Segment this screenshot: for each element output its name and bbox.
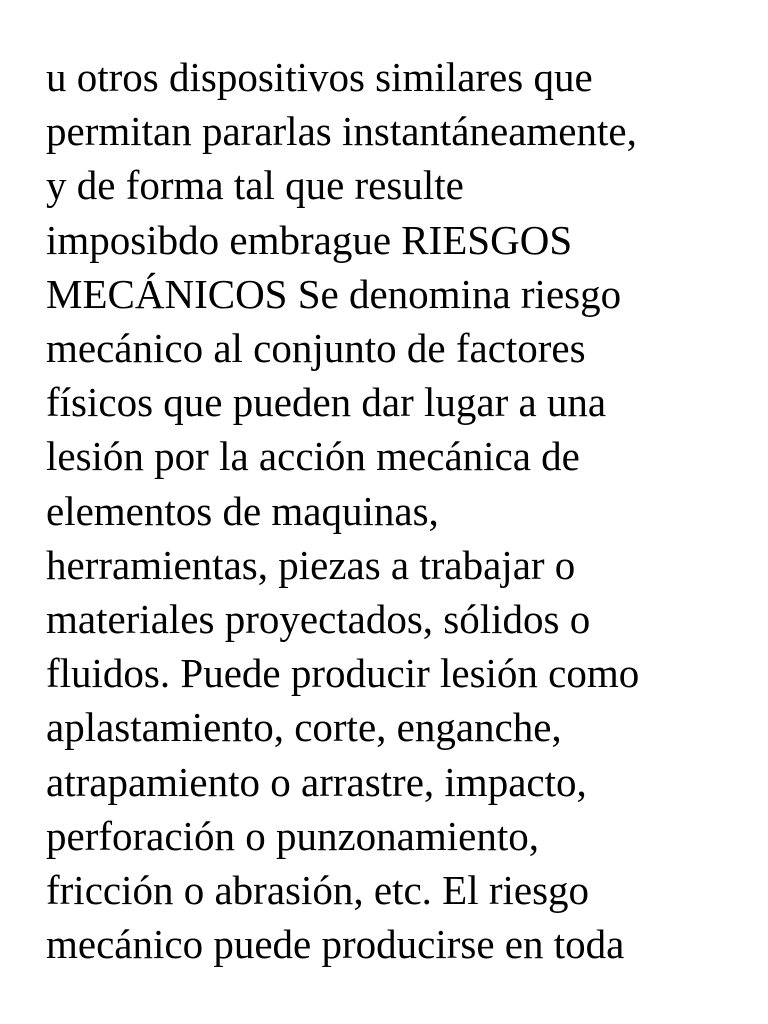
text-line: mecánico al conjunto de factores xyxy=(46,325,586,372)
text-line: y de forma tal que resulte xyxy=(46,162,464,209)
text-line: aplastamiento, corte, enganche, xyxy=(46,704,562,751)
text-line: atrapamiento o arrastre, impacto, xyxy=(46,758,587,805)
text-line: físicos que pueden dar lugar a una xyxy=(46,379,607,426)
text-line: fluidos. Puede producir lesión como xyxy=(46,650,640,697)
text-line: mecánico puede producirse en toda xyxy=(46,921,625,968)
text-line: herramientas, piezas a trabajar o xyxy=(46,541,576,588)
text-line: lesión por la acción mecánica de xyxy=(46,433,580,480)
text-line: perforación o punzonamiento, xyxy=(46,812,539,859)
text-line: imposibdo embrague RIESGOS xyxy=(46,216,573,263)
text-line: permitan pararlas instantáneamente, xyxy=(46,108,637,155)
text-line: elementos de maquinas, xyxy=(46,487,439,534)
text-line: MECÁNICOS Se denomina riesgo xyxy=(46,270,622,317)
text-line: fricción o abrasión, etc. El riesgo xyxy=(46,867,590,914)
text-line: u otros dispositivos similares que xyxy=(46,54,593,100)
text-line: materiales proyectados, sólidos o xyxy=(46,596,591,643)
body-text xyxy=(46,50,746,971)
